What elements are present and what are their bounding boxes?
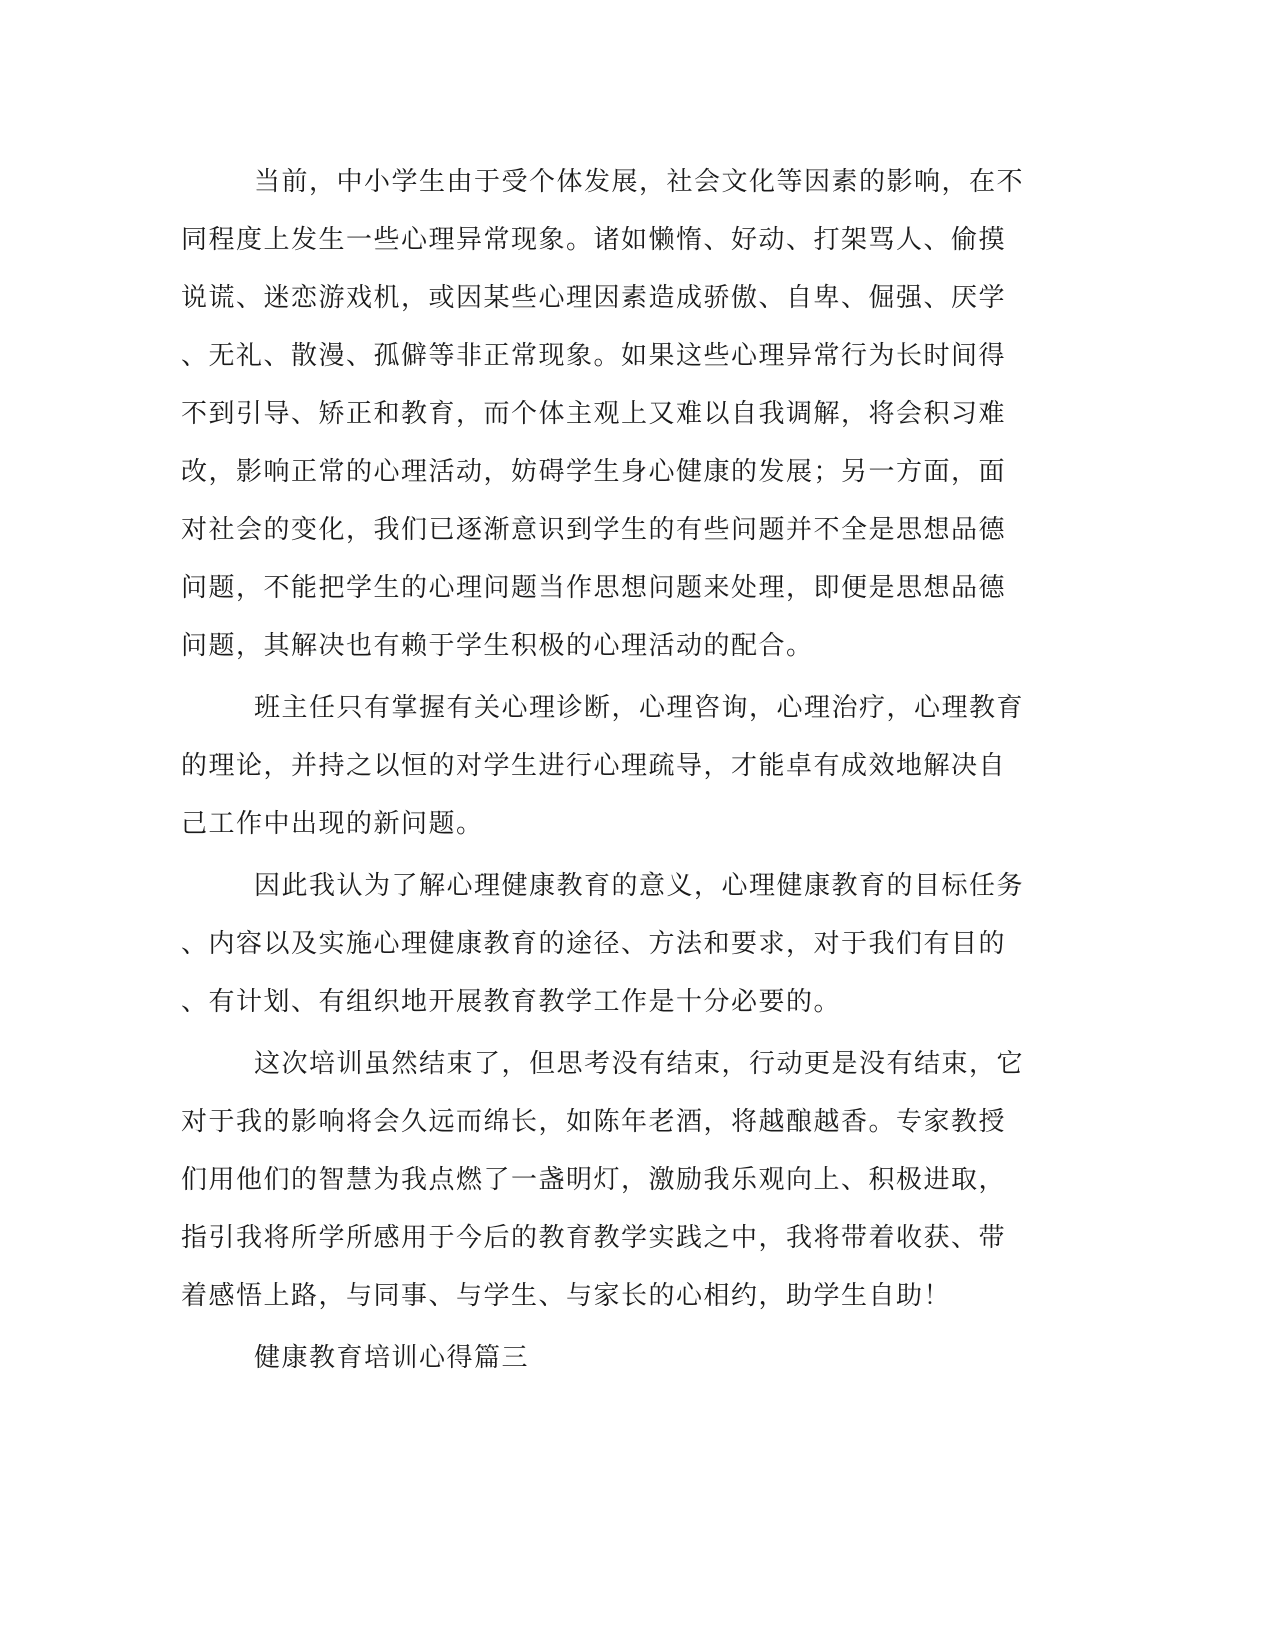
paragraph-1-line-9: 问题，其解决也有赖于学生积极的心理活动的配合。 [181,631,814,661]
paragraph-1-line-6: 改，影响正常的心理活动，妨碍学生身心健康的发展；另一方面，面 [181,457,1007,487]
paragraph-3-line-1: 因此我认为了解心理健康教育的意义，心理健康教育的目标任务 [254,871,1025,901]
paragraph-4-line-5: 着感悟上路，与同事、与学生、与家长的心相约，助学生自助！ [181,1281,952,1311]
paragraph-4-line-2: 对于我的影响将会久远而绵长，如陈年老酒，将越酿越香。专家教授 [181,1107,1007,1137]
paragraph-1-line-2: 同程度上发生一些心理异常现象。诸如懒惰、好动、打架骂人、偷摸 [181,225,1007,255]
paragraph-1-line-3: 说谎、迷恋游戏机，或因某些心理因素造成骄傲、自卑、倔强、厌学 [181,283,1007,313]
paragraph-2-line-1: 班主任只有掌握有关心理诊断，心理咨询，心理治疗，心理教育 [254,693,1025,723]
paragraph-4-line-1: 这次培训虽然结束了，但思考没有结束，行动更是没有结束，它 [254,1049,1025,1079]
paragraph-3-line-3: 、有计划、有组织地开展教育教学工作是十分必要的。 [181,987,842,1017]
paragraph-4-line-4: 指引我将所学所感用于今后的教育教学实践之中，我将带着收获、带 [181,1223,1007,1253]
paragraph-1-line-5: 不到引导、矫正和教育，而个体主观上又难以自我调解，将会积习难 [181,399,1007,429]
paragraph-1-line-8: 问题，不能把学生的心理问题当作思想问题来处理，即便是思想品德 [181,573,1007,603]
paragraph-2-line-3: 己工作中出现的新问题。 [181,809,484,839]
paragraph-1-line-7: 对社会的变化，我们已逐渐意识到学生的有些问题并不全是思想品德 [181,515,1007,545]
paragraph-3-line-2: 、内容以及实施心理健康教育的途径、方法和要求，对于我们有目的 [181,929,1007,959]
section-heading: 健康教育培训心得篇三 [254,1343,530,1373]
paragraph-4-line-3: 们用他们的智慧为我点燃了一盏明灯，激励我乐观向上、积极进取， [181,1165,1007,1195]
paragraph-1-line-4: 、无礼、散漫、孤僻等非正常现象。如果这些心理异常行为长时间得 [181,341,1007,371]
paragraph-2-line-2: 的理论，并持之以恒的对学生进行心理疏导，才能卓有成效地解决自 [181,751,1007,781]
paragraph-1-line-1: 当前，中小学生由于受个体发展，社会文化等因素的影响，在不 [254,167,1025,197]
